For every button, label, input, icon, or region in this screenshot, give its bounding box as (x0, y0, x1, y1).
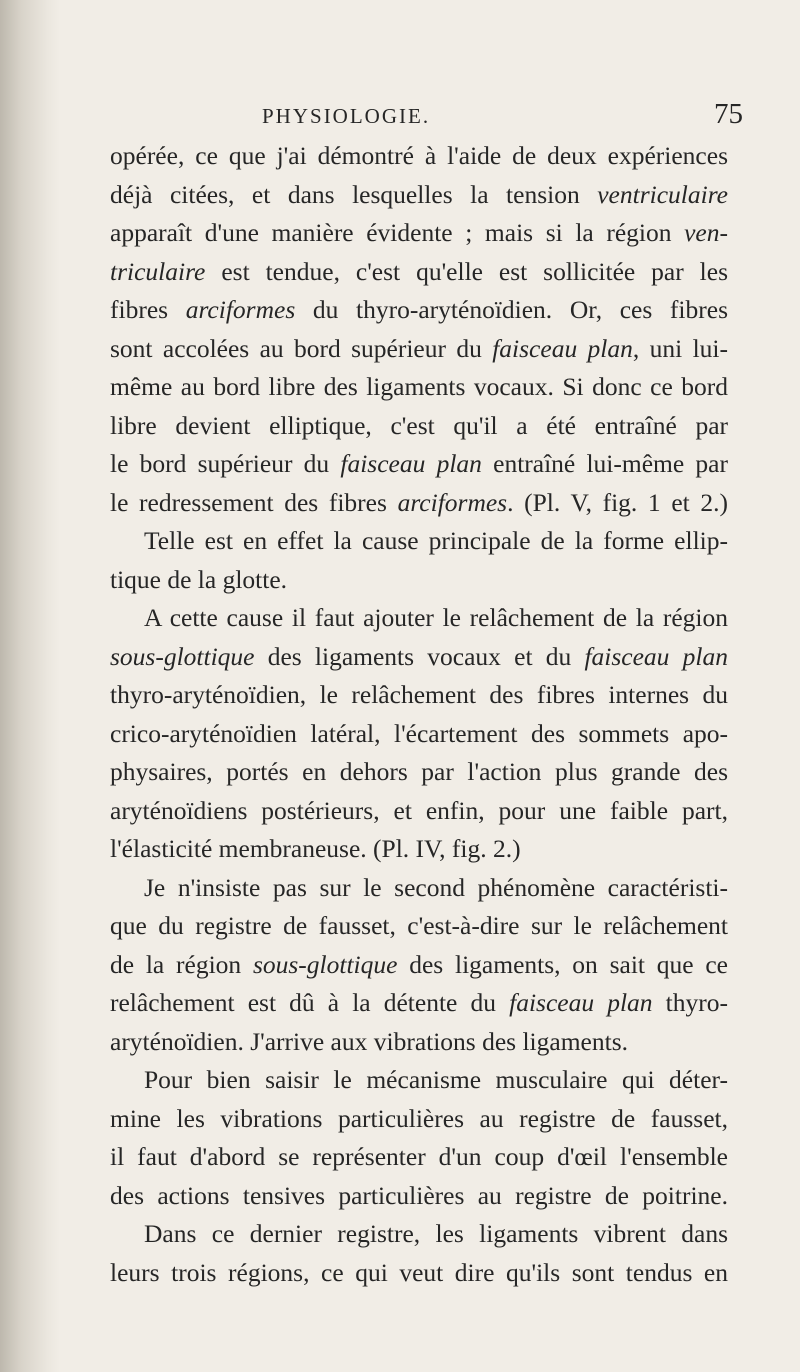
text-line (110, 1100, 728, 1139)
italic-term: ventriculaire (597, 179, 728, 209)
text-line (110, 830, 728, 869)
text-line (110, 561, 728, 600)
text-segment: crico-aryténoïdien latéral, l'écartement des sommets apo- (110, 718, 728, 748)
text-line (110, 137, 728, 176)
text-line (110, 407, 728, 446)
text-line (110, 638, 728, 677)
text-line (110, 792, 728, 831)
text-segment: de la région (110, 949, 253, 979)
page-edge-shadow (0, 0, 60, 1372)
text-segment: . (Pl. V, fig. 1 et 2.) (507, 487, 728, 517)
text-line (110, 330, 728, 369)
text-segment: sont accolées au bord supérieur du (110, 333, 493, 363)
text-line (110, 907, 728, 946)
text-segment: libre devient elliptique, c'est qu'il a été entraîné par (110, 410, 728, 440)
text-line (110, 368, 728, 407)
italic-term: triculaire (110, 256, 206, 286)
text-segment: du thyro-aryténoïdien. Or, ces fibres (295, 295, 728, 324)
running-head: PHYSIOLOGIE. (262, 104, 431, 128)
text-line (110, 1138, 728, 1177)
text-line (110, 1177, 728, 1216)
text-segment: des ligaments, on sait que ce (397, 949, 728, 979)
text-segment: Telle est en effet la cause principale de la forme ellip- (144, 526, 728, 555)
text-segment: tique de la glotte. (110, 564, 288, 594)
body-text (110, 137, 728, 1292)
italic-term: arciformes (185, 295, 296, 324)
text-segment: leurs trois régions, ce qui veut dire qu'ils sont tendus en (110, 1257, 728, 1287)
text-segment: il faut d'abord se représenter d'un coup d'œil l'ensemble (110, 1142, 728, 1171)
italic-term: faisceau plan (509, 988, 653, 1017)
text-segment: relâchement est dû à la détente du (110, 988, 510, 1017)
page-number: 75 (714, 98, 743, 130)
text-segment: thyro- (652, 988, 728, 1017)
text-segment: le redressement des fibres (110, 487, 398, 517)
text-line (110, 984, 728, 1023)
text-segment: fibres (110, 295, 186, 324)
text-segment: Pour bien saisir le mécanisme musculaire qui déter- (144, 1065, 728, 1094)
text-line (110, 445, 728, 484)
text-segment: A cette cause il faut ajouter le relâchement de la région (144, 603, 728, 632)
text-segment: est tendue, c'est qu'elle est sollicitée par les (205, 256, 728, 286)
text-line (110, 753, 728, 792)
text-segment: aryténoïdiens postérieurs, et enfin, pour une faible part, (110, 795, 728, 825)
text-segment: , uni lui- (632, 333, 728, 363)
text-segment: physaires, portés en dehors par l'action plus grande des (110, 757, 728, 786)
text-segment: apparaît d'une manière évidente ; mais si la région (110, 218, 685, 247)
text-line (110, 676, 728, 715)
text-segment: des actions tensives particulières au registre de poitrine. (110, 1180, 728, 1210)
text-line (110, 176, 728, 215)
text-segment: opérée, ce que j'ai démontré à l'aide de deux expériences (110, 141, 728, 170)
italic-term: sous-glottique (110, 641, 255, 671)
text-segment: entraîné lui-même par (481, 449, 728, 478)
text-line (110, 253, 728, 292)
text-line (110, 1254, 728, 1293)
text-line (110, 484, 728, 523)
text-line (110, 1215, 728, 1254)
text-line (110, 291, 728, 330)
text-segment: le bord supérieur du (110, 449, 341, 478)
text-line (110, 869, 728, 908)
page-header (0, 0, 800, 140)
italic-term: faisceau plan (340, 449, 482, 478)
text-line (110, 599, 728, 638)
text-segment: aryténoïdien. J'arrive aux vibrations des ligaments. (110, 1026, 628, 1056)
italic-term: faisceau plan (584, 641, 728, 671)
text-segment: thyro-aryténoïdien, le relâchement des fibres internes du (110, 680, 728, 709)
text-segment: que du registre de fausset, c'est-à-dire sur le relâchement (110, 911, 728, 940)
text-segment: même au bord libre des ligaments vocaux. Si donc ce bord (110, 372, 728, 401)
italic-term: arciformes (397, 487, 508, 517)
italic-term: faisceau plan (492, 333, 633, 363)
italic-term: sous-glottique (252, 949, 398, 979)
text-segment: déjà citées, et dans lesquelles la tension (110, 179, 598, 209)
text-line (110, 214, 728, 253)
text-line (110, 522, 728, 561)
text-segment: mine les vibrations particulières au registre de fausset, (110, 1103, 728, 1133)
text-line (110, 1061, 728, 1100)
text-segment: l'élasticité membraneuse. (Pl. IV, fig. 2.) (110, 834, 521, 863)
text-line (110, 715, 728, 754)
italic-term: ven- (684, 218, 728, 247)
text-segment: Dans ce dernier registre, les ligaments vibrent dans (144, 1219, 728, 1248)
text-line (110, 946, 728, 985)
text-segment: Je n'insiste pas sur le second phénomène caractéristi- (144, 872, 728, 902)
text-segment: des ligaments vocaux et du (254, 641, 585, 671)
text-line (110, 1023, 728, 1062)
